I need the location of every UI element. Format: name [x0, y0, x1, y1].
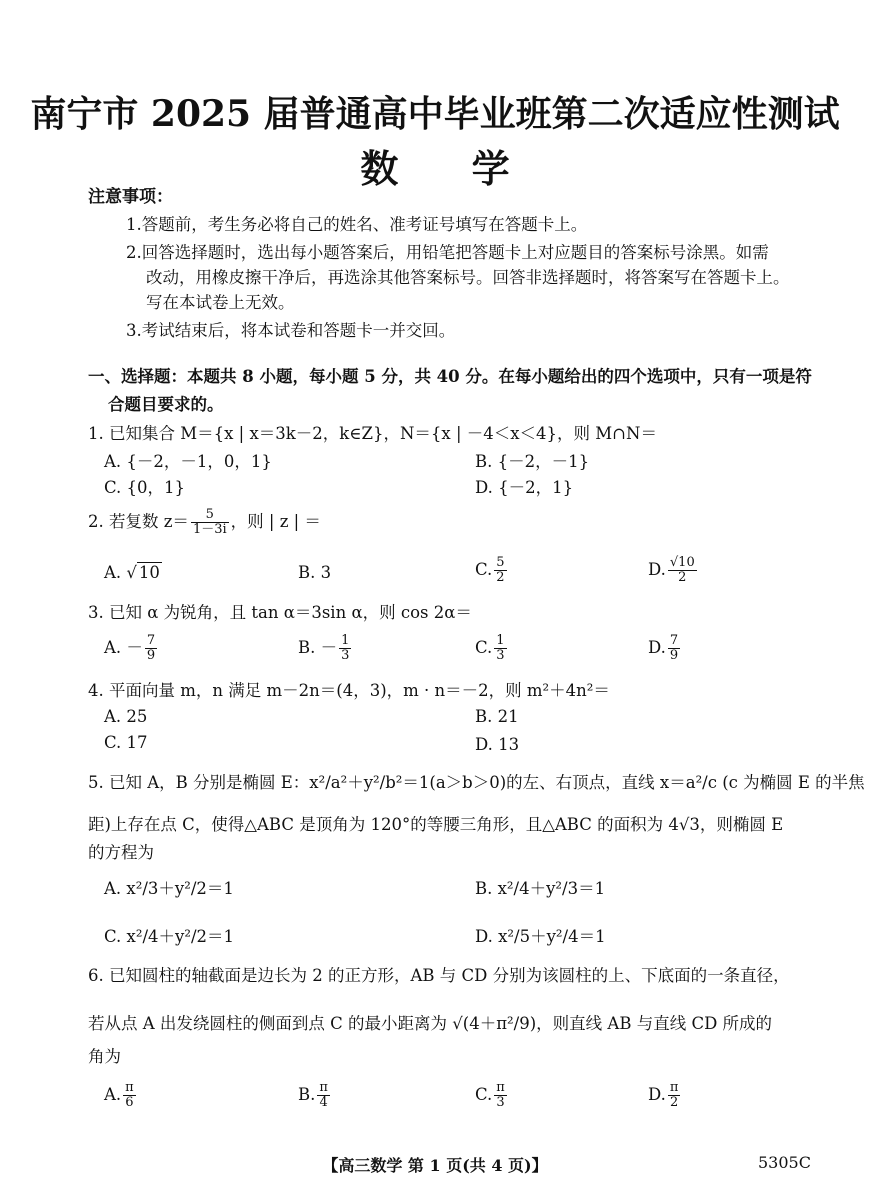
q2-d-frac [668, 556, 697, 585]
q3-option-c [475, 634, 509, 663]
q1-stem: 1. 已知集合 M＝{x | x＝3k－2，k∈Z}，N＝{x | －4＜x＜4}，则 M∩N＝ [88, 424, 657, 443]
q2-c-frac [494, 556, 506, 585]
q2-c-num: 5 [496, 555, 505, 570]
notice-item-2-line-2: 改动，用橡皮擦干净后，再选涂其他答案标号。回答非选择题时，将答案写在答题卡上。 [146, 268, 790, 287]
q6-option-c [475, 1081, 509, 1110]
q6-c-pre: C. [475, 1085, 493, 1104]
q2-option-a [104, 562, 162, 584]
q3-d-num: 7 [669, 633, 679, 648]
q6-option-b [298, 1081, 332, 1110]
q3-d-den: 9 [669, 648, 679, 663]
q3-a-pre: A. － [104, 638, 143, 657]
q3-option-a [104, 634, 159, 663]
q6-c-den: 3 [496, 1095, 505, 1110]
q3-b-num: 1 [341, 633, 350, 648]
q6-a-pre: A. [104, 1085, 122, 1104]
q5-stem-line-2: 距)上存在点 C，使得△ABC 是顶角为 120°的等腰三角形，且△ABC 的面积为 4√3，则椭圆 E [88, 815, 784, 834]
section-heading-line-1: 一、选择题：本题共 8 小题，每小题 5 分，共 40 分。在每小题给出的四个选项中，只有一项是符 [88, 367, 812, 386]
q2-stem [88, 508, 321, 537]
q5-stem-line-3: 的方程为 [88, 843, 154, 862]
q3-option-b [298, 634, 353, 663]
q3-b-den: 3 [341, 648, 350, 663]
q6-b-den: 4 [319, 1095, 328, 1110]
notice-heading: 注意事项： [88, 187, 173, 207]
q3-c-frac [494, 634, 506, 663]
q6-a-den: 6 [125, 1095, 134, 1110]
q1-option-d: D. {－2，1} [475, 478, 574, 497]
q6-a-frac [123, 1081, 136, 1110]
q1-option-a: A. {－2，－1，0，1} [104, 452, 272, 471]
q1-option-c: C. {0，1} [104, 478, 186, 497]
q5-stem-line-1: 5. 已知 A，B 分别是椭圆 E：x²/a²＋y²/b²＝1(a＞b＞0)的左、右顶点，直线 x＝a²/c (c 为椭圆 E 的半焦 [88, 773, 865, 792]
q6-d-pre: D. [648, 1085, 666, 1104]
q2-c-den: 2 [496, 570, 505, 585]
q2-d-num: √10 [669, 555, 695, 570]
q6-option-d [648, 1081, 682, 1110]
q6-d-num: π [669, 1080, 679, 1095]
q3-stem: 3. 已知 α 为锐角，且 tan α＝3sin α，则 cos 2α＝ [88, 603, 472, 622]
q2-fraction [191, 508, 229, 537]
q2-option-d [648, 556, 699, 585]
q6-d-den: 2 [670, 1095, 679, 1110]
notice-item-2-line-3: 写在本试卷上无效。 [146, 293, 295, 312]
q2-option-b: B. 3 [298, 563, 332, 582]
q6-b-frac [317, 1081, 330, 1110]
q3-c-pre: C. [475, 638, 493, 657]
q6-c-frac [494, 1081, 507, 1110]
subject-title: 数 学 [360, 146, 540, 191]
q5-option-a: A. x²/3＋y²/2＝1 [104, 879, 234, 898]
exam-title: 南宁市 2025 届普通高中毕业班第二次适应性测试 [30, 93, 840, 135]
q3-d-pre: D. [648, 638, 666, 657]
q2-a-rad: 10 [138, 563, 160, 582]
q6-c-num: π [496, 1080, 505, 1095]
q3-c-num: 1 [496, 633, 505, 648]
q6-stem-line-2: 若从点 A 出发绕圆柱的侧面到点 C 的最小距离为 √(4＋π²/9)，则直线 AB 与直线 CD 所成的 [88, 1014, 773, 1033]
q6-a-num: π [125, 1080, 134, 1095]
q6-d-frac [668, 1081, 681, 1110]
q2-stem-pre: 2. 若复数 z＝ [88, 512, 189, 531]
q3-b-pre: B. － [298, 638, 338, 657]
notice-item-2-line-1: 2.回答选择题时，选出每小题答案后，用铅笔把答题卡上对应题目的答案标号涂黑。如需 [126, 243, 769, 262]
q2-d-pre: D. [648, 560, 666, 579]
q3-b-frac [339, 634, 351, 663]
page-footer: 【高三数学 第 1 页(共 4 页)】 [322, 1156, 548, 1175]
q4-stem: 4. 平面向量 m，n 满足 m－2n＝(4，3)，m · n＝－2，则 m²＋4n²＝ [88, 681, 610, 700]
notice-item-3: 3.考试结束后，将本试卷和答题卡一并交回。 [126, 321, 456, 340]
q4-option-d: D. 13 [475, 735, 520, 754]
q3-d-frac [668, 634, 680, 663]
q3-c-den: 3 [496, 648, 505, 663]
q2-c-pre: C. [475, 560, 493, 579]
q2-stem-post: ，则 | z | ＝ [230, 512, 321, 531]
q1-option-b: B. {－2，－1} [475, 452, 590, 471]
q3-a-num: 7 [146, 633, 156, 648]
q2-a-pre: A. √ [104, 563, 137, 582]
notice-item-1: 1.答题前，考生务必将自己的姓名、准考证号填写在答题卡上。 [126, 215, 588, 234]
q3-a-frac [145, 634, 157, 663]
section-heading-line-2: 合题目要求的。 [108, 395, 224, 414]
q3-a-den: 9 [146, 648, 156, 663]
q6-stem-line-1: 6. 已知圆柱的轴截面是边长为 2 的正方形，AB 与 CD 分别为该圆柱的上、下底面的一条直径， [88, 966, 790, 985]
q4-option-b: B. 21 [475, 707, 519, 726]
q5-option-b: B. x²/4＋y²/3＝1 [475, 879, 606, 898]
q4-option-a: A. 25 [104, 707, 148, 726]
q5-option-d: D. x²/5＋y²/4＝1 [475, 927, 606, 946]
q2-d-den: 2 [678, 570, 687, 585]
q6-stem-line-3: 角为 [88, 1047, 121, 1066]
q5-option-c: C. x²/4＋y²/2＝1 [104, 927, 234, 946]
paper-code: 5305C [758, 1153, 811, 1172]
q6-b-num: π [319, 1080, 328, 1095]
q6-option-a [104, 1081, 138, 1110]
q2-den: 1－3i [192, 522, 227, 537]
q2-num: 5 [191, 508, 229, 523]
q4-option-c: C. 17 [104, 733, 148, 752]
q3-option-d [648, 634, 682, 663]
q2-option-c [475, 556, 509, 585]
q6-b-pre: B. [298, 1085, 316, 1104]
